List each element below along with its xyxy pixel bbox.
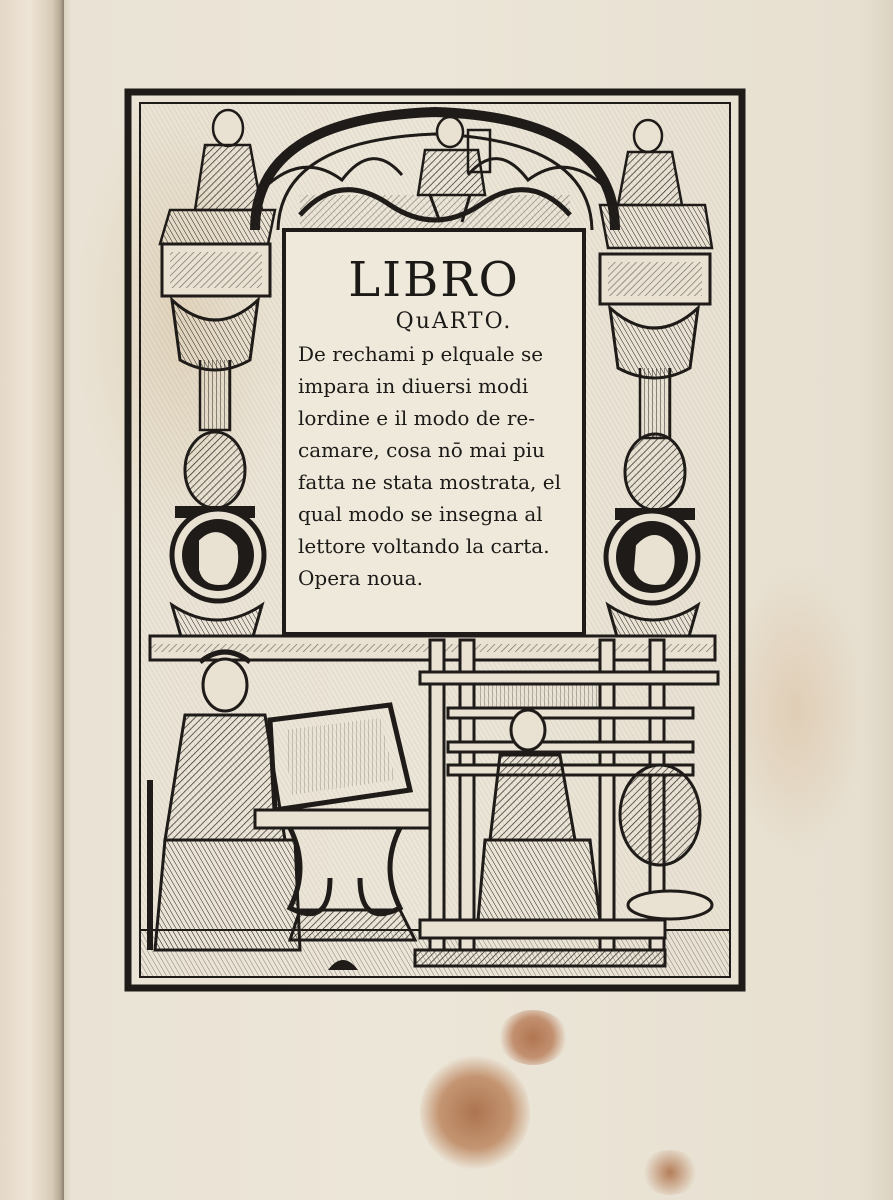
- portrait-medallion-right: [606, 511, 698, 603]
- title-libro: LIBRO: [348, 252, 520, 308]
- body-line: Opera noua.: [298, 566, 423, 590]
- portrait-medallion-left: [172, 509, 264, 601]
- title-quarto: QuARTO.: [395, 309, 513, 334]
- body-line: fatta ne stata mostrata, el: [298, 470, 561, 494]
- body-line: lettore voltando la carta.: [298, 534, 550, 558]
- body-line: qual modo se insegna al: [298, 502, 543, 526]
- body-line: De rechami p elquale se: [298, 342, 544, 366]
- body-line: camare, cosa nō mai piu: [298, 438, 545, 462]
- body-line: lordine e il modo de re-: [298, 406, 535, 430]
- title-text-panel: [288, 234, 580, 630]
- body-line: impara in diuersi modi: [298, 374, 529, 398]
